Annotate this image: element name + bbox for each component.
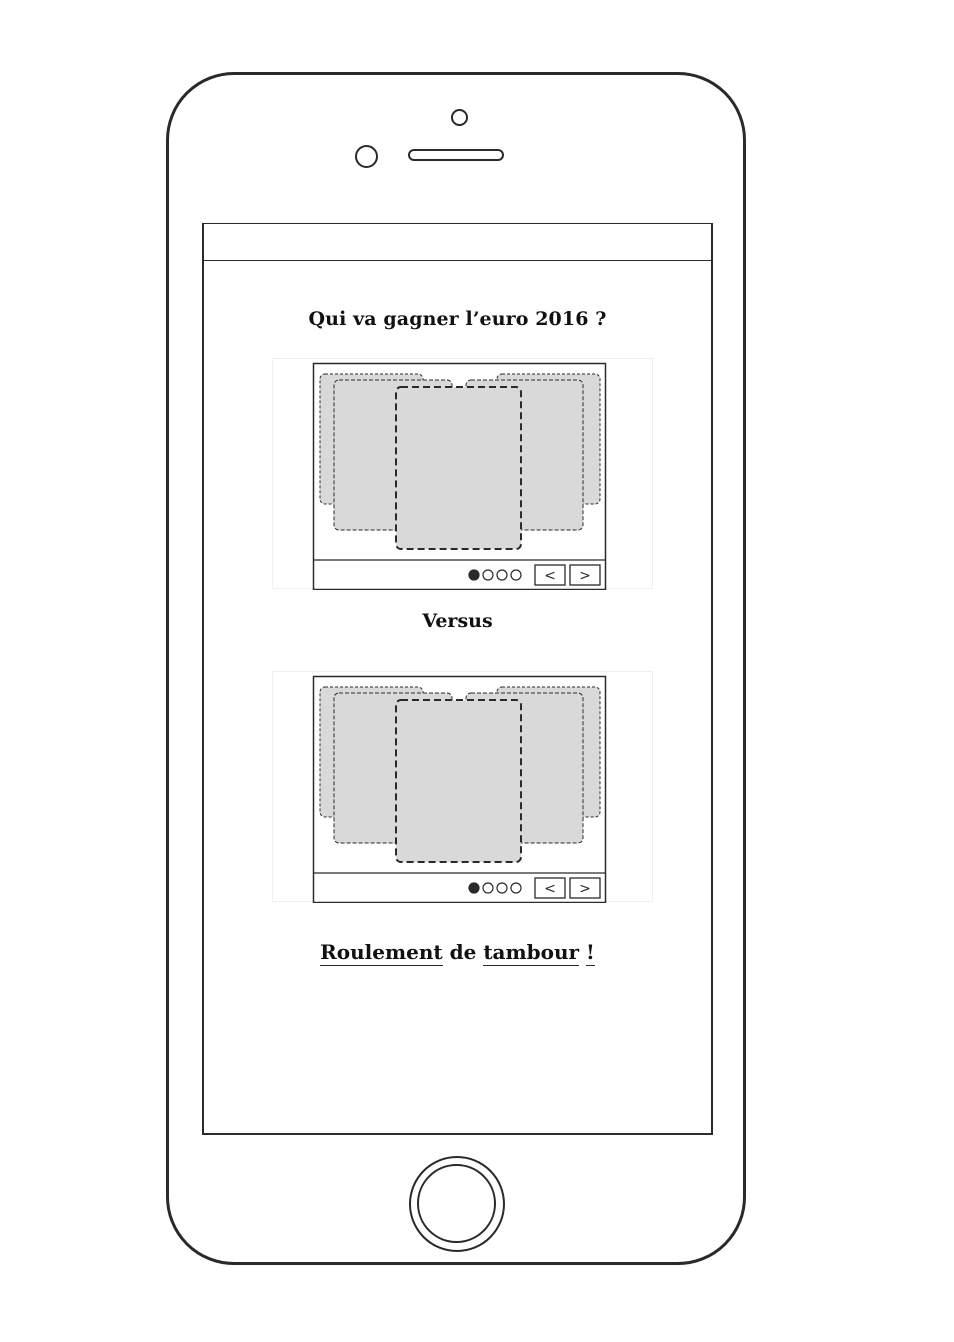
top-bar — [204, 224, 711, 261]
carousel-next-button-label: > — [579, 568, 591, 584]
earpiece-speaker-icon — [408, 149, 504, 161]
carousel-dot-3[interactable] — [497, 883, 507, 893]
carousel-prev-button-label: < — [544, 568, 556, 584]
carousel-bottom-graphic — [273, 672, 654, 903]
carousel-next-button-label: > — [579, 881, 591, 897]
phone-screen — [202, 223, 713, 1135]
carousel-dot-2[interactable] — [483, 883, 493, 893]
carousel-next-button[interactable] — [570, 565, 600, 585]
carousel-prev-button-label: < — [544, 881, 556, 897]
carousel-card-front[interactable] — [396, 700, 521, 862]
carousel-bottom[interactable] — [272, 671, 653, 902]
carousel-top[interactable] — [272, 358, 653, 589]
carousel-dot-1[interactable] — [469, 883, 479, 893]
home-button-ring-icon — [417, 1164, 496, 1243]
carousel-dot-2[interactable] — [483, 570, 493, 580]
drumroll-word-3[interactable]: tambour — [483, 940, 580, 964]
carousel-dot-4[interactable] — [511, 883, 521, 893]
carousel-top-graphic — [273, 359, 654, 590]
carousel-dot-4[interactable] — [511, 570, 521, 580]
carousel-dot-1[interactable] — [469, 570, 479, 580]
drumroll-word-4[interactable]: ! — [586, 940, 595, 964]
carousel-prev-button[interactable] — [535, 878, 565, 898]
drumroll-word-1[interactable]: Roulement — [320, 940, 443, 964]
drumroll-word-2: de — [449, 940, 477, 964]
carousel-prev-button[interactable] — [535, 565, 565, 585]
page-title: Qui va gagner l’euro 2016 ? — [308, 308, 607, 330]
carousel-next-button[interactable] — [570, 878, 600, 898]
front-camera-icon — [355, 145, 378, 168]
home-button[interactable] — [409, 1156, 505, 1252]
drumroll-link[interactable] — [204, 940, 711, 964]
carousel-card-front[interactable] — [396, 387, 521, 549]
versus-label: Versus — [422, 610, 493, 632]
carousel-dot-3[interactable] — [497, 570, 507, 580]
front-sensor-icon — [451, 109, 468, 126]
